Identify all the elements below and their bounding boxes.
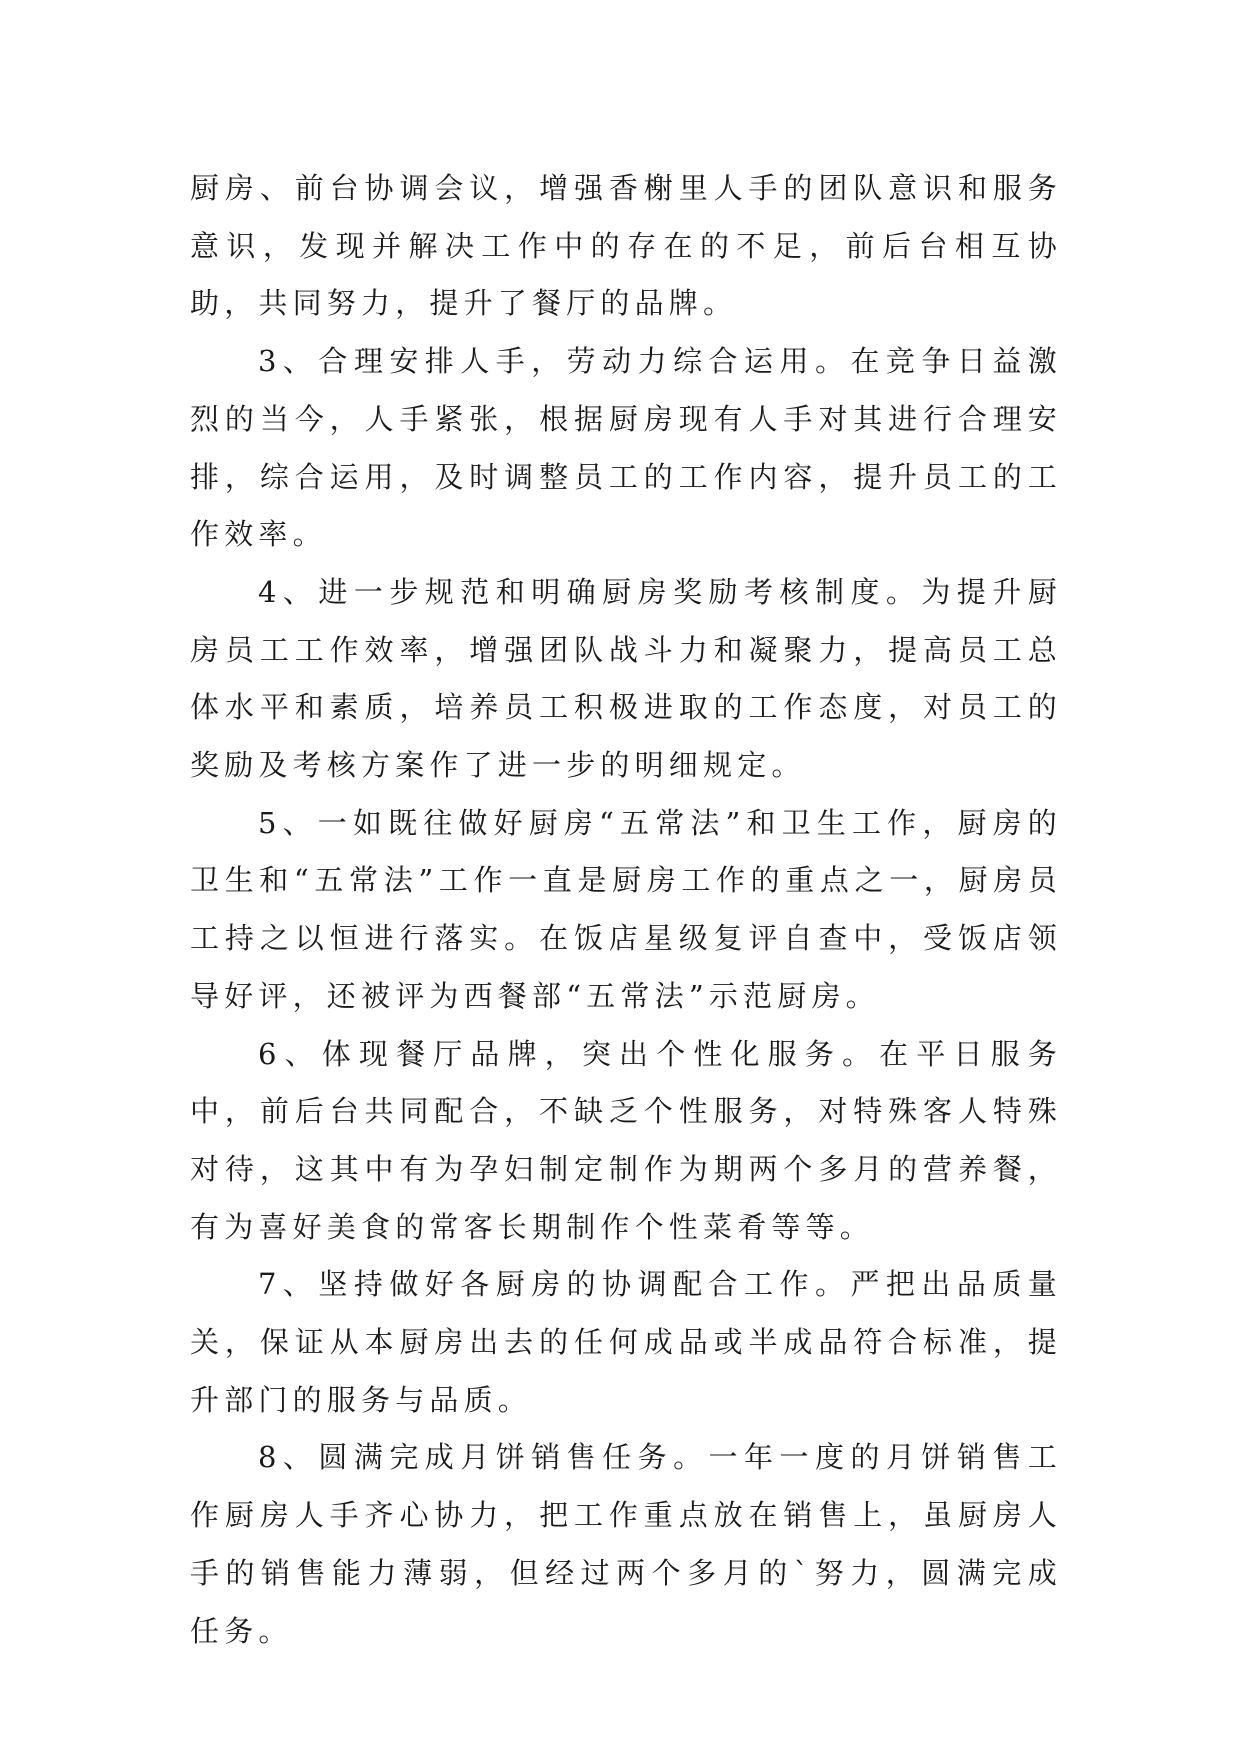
paragraph-item-6: 6、体现餐厅品牌，突出个性化服务。在平日服务中，前后台共同配合，不缺乏个性服务，对特殊客人特殊对待，这其中有为孕妇制定制作为期两个多月的营养餐，有为喜好美食的常客长期制作个性菜肴等等。 <box>190 1036 1062 1244</box>
paragraph-item-5: 5、一如既往做好厨房“五常法”和卫生工作，厨房的卫生和“五常法”工作一直是厨房工作的重点之一，厨房员工持之以恒进行落实。在饭店星级复评自查中，受饭店领导好评，还被评为西餐部“五常法”示范厨房。 <box>190 805 1062 1013</box>
paragraph-item-3: 3、合理安排人手，劳动力综合运用。在竞争日益激烈的当今，人手紧张，根据厨房现有人手对其进行合理安排，综合运用，及时调整员工的工作内容，提升员工的工作效率。 <box>190 344 1062 552</box>
paragraph-item-7: 7、坚持做好各厨房的协调配合工作。严把出品质量关，保证从本厨房出去的任何成品或半成品符合标准，提升部门的服务与品质。 <box>190 1267 1062 1417</box>
paragraph-continuation: 厨房、前台协调会议，增强香榭里人手的团队意识和服务意识，发现并解决工作中的存在的不足，前后台相互协助，共同努力，提升了餐厅的品牌。 <box>190 171 1062 321</box>
paragraph-item-8: 8、圆满完成月饼销售任务。一年一度的月饼销售工作厨房人手齐心协力，把工作重点放在销售上，虽厨房人手的销售能力薄弱，但经过两个多月的`努力，圆满完成任务。 <box>190 1440 1062 1648</box>
document-body <box>190 160 1062 1660</box>
paragraph-item-4: 4、进一步规范和明确厨房奖励考核制度。为提升厨房员工工作效率，增强团队战斗力和凝聚力，提高员工总体水平和素质，培养员工积极进取的工作态度，对员工的奖励及考核方案作了进一步的明细规定。 <box>190 574 1062 783</box>
